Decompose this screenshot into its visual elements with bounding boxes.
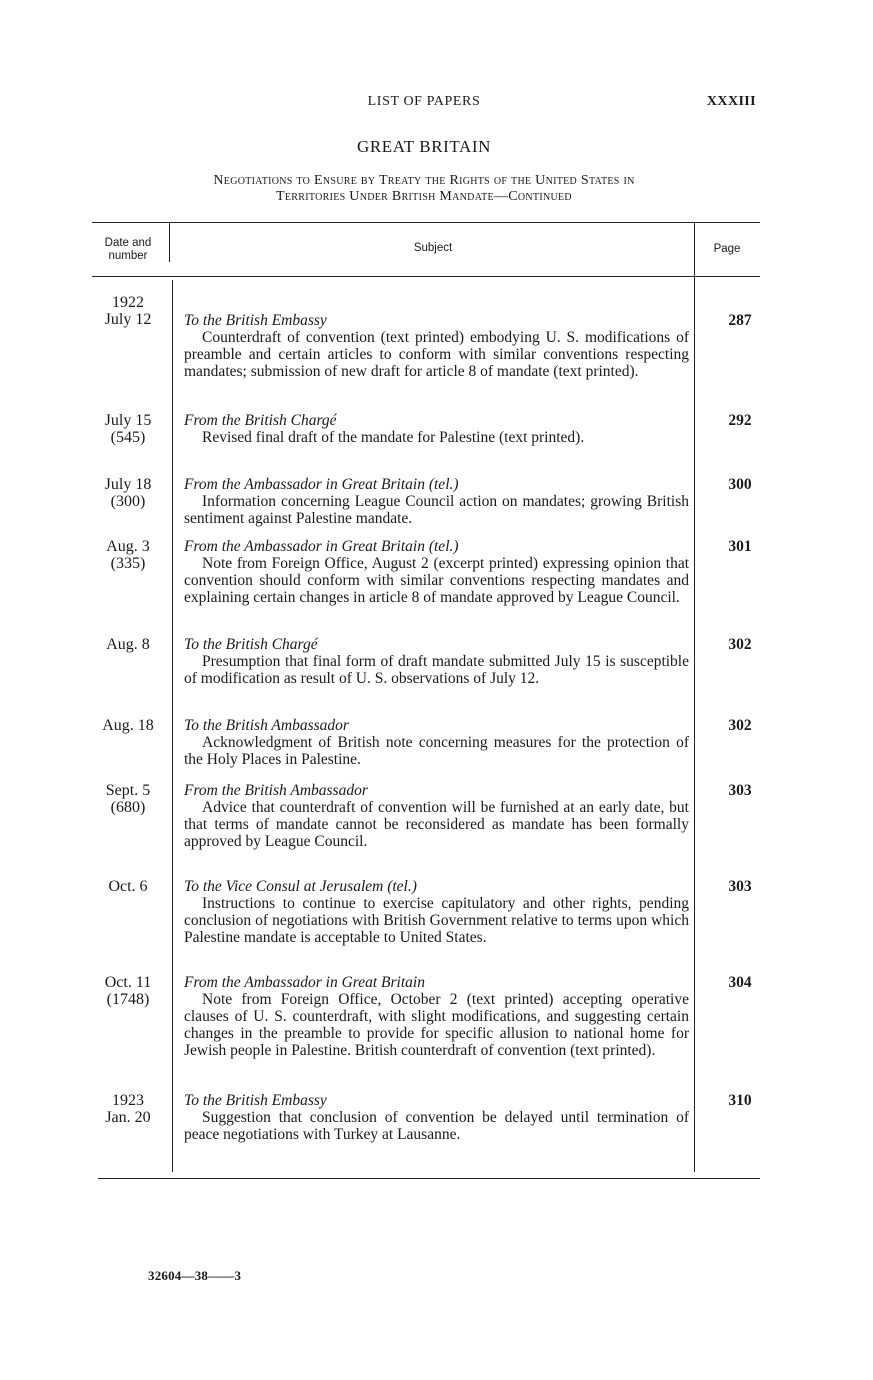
entry-date: 1923 Jan. 20 — [105, 1092, 151, 1126]
entry-correspondent: From the British Chargé — [184, 412, 337, 429]
entry-subject — [184, 312, 689, 380]
entry-description: Advice that counterdraft of convention will be furnished at an early date, but that terms of mandate cannot be reconsidered as mandate has been formally approved by League Council. — [184, 799, 689, 850]
entry-date: Aug. 18 — [102, 717, 154, 734]
entry-description: Presumption that final form of draft mandate submitted July 15 is susceptible of modification as result of U. S. observations of July 12. — [184, 653, 689, 687]
entry-correspondent: To the British Embassy — [184, 1092, 327, 1109]
section-heading-line1: Negotiations to Ensure by Treaty the Rights of the United States in — [213, 173, 635, 188]
entry-page: 303 — [728, 782, 752, 799]
printer-signature: 32604—38——3 — [148, 1268, 242, 1283]
papers-table — [92, 222, 760, 1178]
entry-description: Suggestion that conclusion of convention be delayed until termination of peace negotiations with Turkey at Lausanne. — [184, 1109, 689, 1143]
section-heading — [88, 173, 760, 205]
entry-description: Revised final draft of the mandate for Palestine (text printed). — [202, 429, 585, 446]
entry-date: July 18 (300) — [104, 476, 152, 510]
entry-date: Sept. 5 (680) — [105, 782, 151, 816]
entry-subject — [184, 717, 689, 768]
entry-page: 304 — [728, 974, 752, 991]
entry-description: Acknowledgment of British note concerning measures for the protection of the Holy Places in Palestine. — [184, 734, 689, 768]
entry-page: 292 — [728, 412, 752, 429]
entry-correspondent: To the British Embassy — [184, 312, 327, 329]
entry-page: 302 — [728, 717, 752, 734]
entry-date: July 15 (545) — [104, 412, 152, 446]
column-divider-date-top — [169, 222, 170, 262]
entry-description: Note from Foreign Office, October 2 (text printed) accepting operative clauses of U. S. counterdraft, with slight modifications, and suggesting certain changes in the preamble to provide for specific allusion to national home for Jewish people in Palestine. British counterdraft of convention (text printed). — [184, 991, 689, 1059]
entry-correspondent: From the Ambassador in Great Britain (tel.) — [184, 476, 459, 493]
entry-page: 302 — [728, 636, 752, 653]
column-divider-page — [694, 222, 695, 1172]
entry-correspondent: From the British Ambassador — [184, 782, 368, 799]
entry-page: 300 — [728, 476, 752, 493]
entry-date: 1922 July 12 — [104, 294, 152, 328]
entry-subject — [184, 782, 689, 850]
entry-page: 287 — [728, 312, 752, 329]
entry-correspondent: To the British Chargé — [184, 636, 318, 653]
table-top-rule — [92, 222, 760, 223]
entry-description: Information concerning League Council action on mandates; growing British sentiment against Palestine mandate. — [184, 493, 689, 527]
entry-subject — [184, 878, 689, 946]
entry-date: Aug. 3 (335) — [106, 538, 150, 572]
column-header-subject: Subject — [413, 242, 453, 254]
entry-description: Instructions to continue to exercise capitulatory and other rights, pending conclusion of negotiations with British Government relative to terms upon which Palestine mandate is acceptable to United States. — [184, 895, 689, 946]
column-header-date: Date and number — [104, 237, 152, 262]
entry-correspondent: To the British Ambassador — [184, 717, 349, 734]
entry-page: 310 — [728, 1092, 752, 1109]
entry-subject — [184, 476, 689, 527]
entry-subject — [184, 412, 689, 446]
table-bottom-rule — [98, 1178, 760, 1179]
entry-correspondent: To the Vice Consul at Jerusalem (tel.) — [184, 878, 417, 895]
entry-description: Counterdraft of convention (text printed) embodying U. S. modifications of preamble and certain articles to conform with similar conventions respecting mandates; submission of new draft for article 8 of mandate (text printed). — [184, 329, 689, 380]
running-head — [92, 94, 756, 114]
entry-correspondent: From the Ambassador in Great Britain — [184, 974, 425, 991]
entry-subject — [184, 538, 689, 606]
entry-date: Aug. 8 — [106, 636, 150, 653]
table-header-rule — [92, 276, 760, 277]
entry-page: 303 — [728, 878, 752, 895]
country-heading: GREAT BRITAIN — [356, 137, 492, 156]
entry-subject — [184, 636, 689, 687]
column-header-page: Page — [713, 243, 741, 255]
section-heading-line2: Territories Under British Mandate—Continued — [276, 189, 572, 204]
entry-date: Oct. 11 (1748) — [104, 974, 152, 1008]
column-divider-date — [172, 280, 173, 1172]
entry-date: Oct. 6 — [108, 878, 148, 895]
page-number: XXXIII — [706, 94, 756, 109]
entry-subject — [184, 1092, 689, 1143]
entry-correspondent: From the Ambassador in Great Britain (tel.) — [184, 538, 459, 555]
running-title: LIST OF PAPERS — [367, 94, 481, 109]
entry-description: Note from Foreign Office, August 2 (excerpt printed) expressing opinion that convention should conform with similar conventions respecting mandates and explaining certain changes in article 8 of mandate approved by League Council. — [184, 555, 689, 606]
entry-page: 301 — [728, 538, 752, 555]
entry-subject — [184, 974, 689, 1059]
